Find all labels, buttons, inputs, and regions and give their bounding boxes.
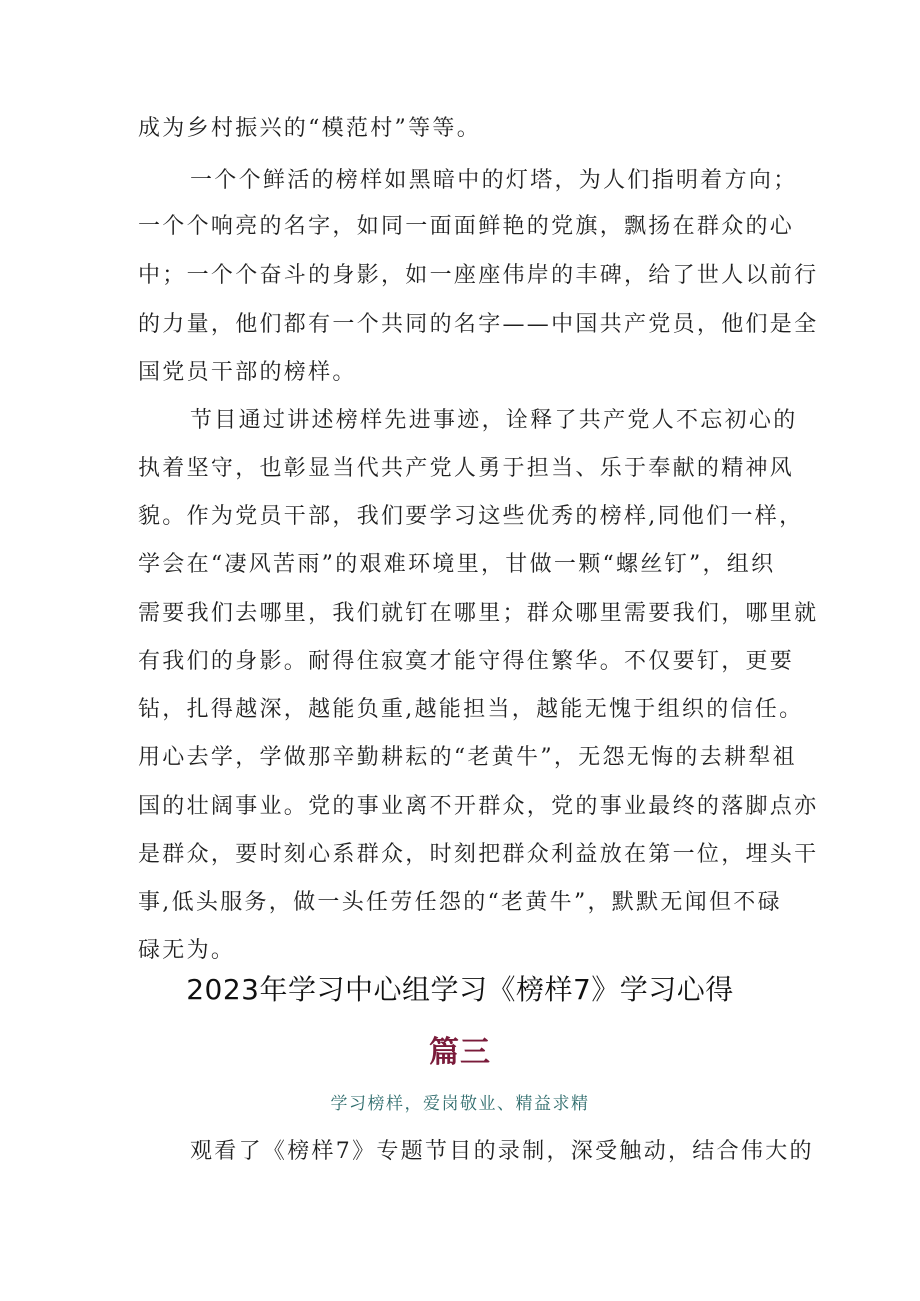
paragraph-2-line-3: 中；一个个奋斗的身影，如一座座伟岸的丰碑，给了世人以前行 (138, 263, 819, 288)
paragraph-2-line-1: 一个个鲜活的榜样如黑暗中的灯塔，为人们指明着方向； (190, 168, 798, 193)
paragraph-3-line-7: 钻，扎得越深，越能负重,越能担当，越能无愧于组织的信任。 (138, 697, 804, 722)
section-title: 2023年学习中心组学习《榜样7》学习心得 (186, 973, 734, 1006)
paragraph-3-line-6: 有我们的身影。耐得住寂寞才能守得住繁华。不仅要钉，更要 (138, 649, 795, 674)
paragraph-3-line-2: 执着坚守，也彰显当代共产党人勇于担当、乐于奉献的精神风 (138, 456, 795, 481)
paragraph-3-line-9: 国的壮阔事业。党的事业离不开群众，党的事业最终的落脚点亦 (138, 794, 819, 819)
paragraph-3-line-11: 事,低头服务，做一头任劳任怨的“老黄牛”，默默无闻但不碌 (138, 890, 782, 915)
section-number: 篇三 (429, 1035, 491, 1070)
paragraph-3-line-5: 需要我们去哪里，我们就钉在哪里；群众哪里需要我们，哪里就 (138, 601, 819, 626)
paragraph-3-line-3: 貌。作为党员干部，我们要学习这些优秀的榜样,同他们一样， (138, 504, 804, 529)
paragraph-4-line-1: 观看了《榜样7》专题节目的录制，深受触动，结合伟大的 (190, 1139, 814, 1164)
section-tagline: 学习榜样，爱岗敬业、精益求精 (330, 1094, 590, 1114)
paragraph-3-line-1: 节目通过讲述榜样先进事迹，诠释了共产党人不忘初心的 (190, 408, 798, 433)
paragraph-1-line-1: 成为乡村振兴的“模范村”等等。 (138, 116, 481, 141)
paragraph-2-line-2: 一个个响亮的名字，如同一面面鲜艳的党旗，飘扬在群众的心 (138, 214, 795, 239)
paragraph-3-line-10: 是群众，要时刻心系群众，时刻把群众利益放在第一位，埋头干 (138, 842, 819, 867)
paragraph-2-line-4: 的力量，他们都有一个共同的名字——中国共产党员，他们是全 (138, 312, 819, 337)
paragraph-3-line-12: 碌无为。 (138, 938, 236, 963)
paragraph-3-line-8: 用心去学，学做那辛勤耕耘的“老黄牛”，无怨无悔的去耕犁祖 (138, 745, 797, 770)
paragraph-3-line-4: 学会在“凄风苦雨”的艰难环境里，甘做一颗“螺丝钉”，组织 (138, 552, 776, 577)
paragraph-2-line-5: 国党员干部的榜样。 (138, 360, 357, 385)
